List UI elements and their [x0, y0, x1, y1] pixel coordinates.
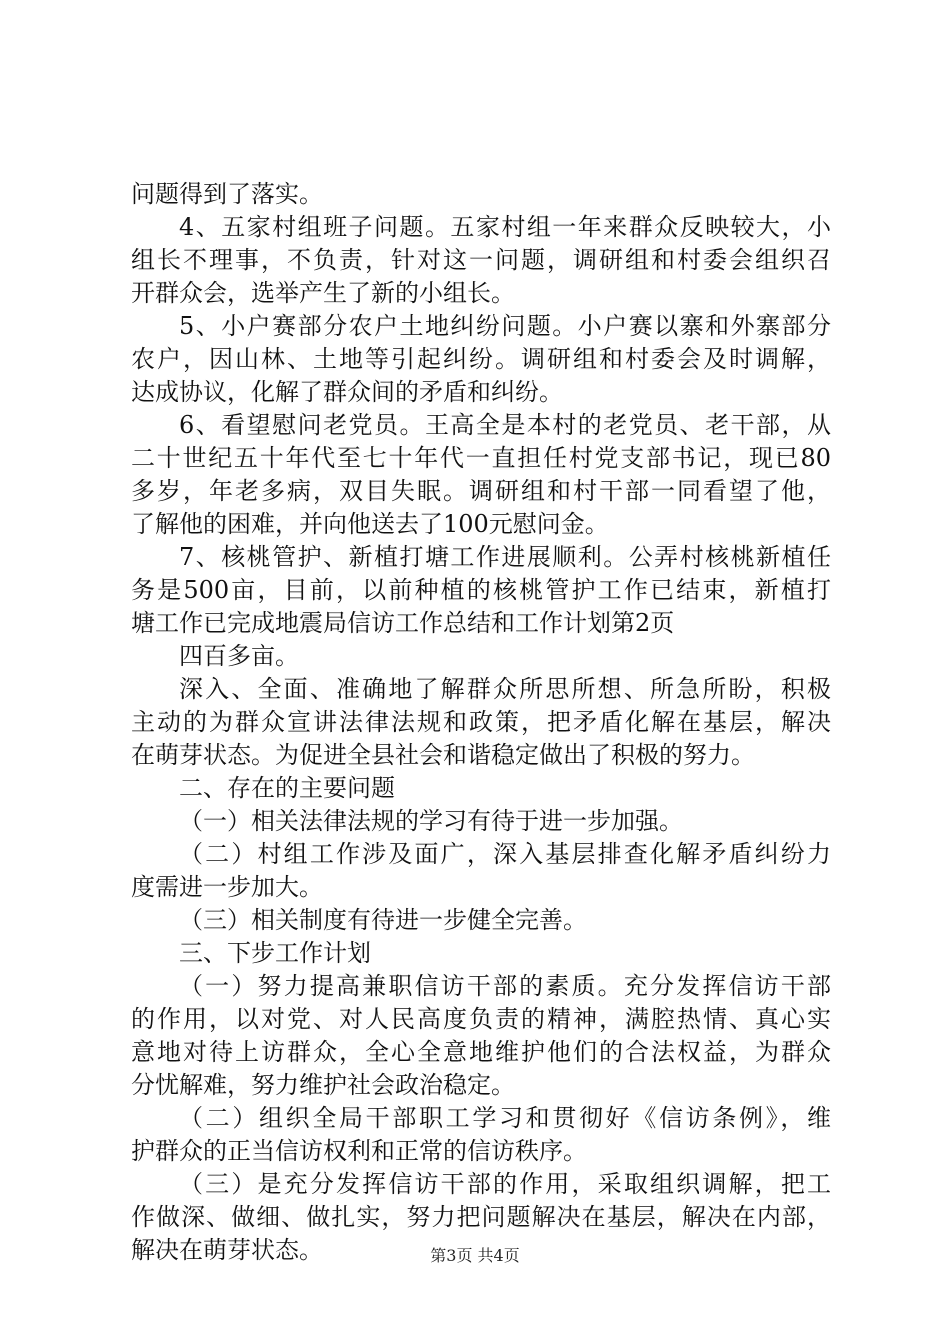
body-text-line: 问题得到了落实。	[131, 180, 323, 208]
body-text-line: （二）组织全局干部职工学习和贯彻好《信访条例》，维	[179, 1104, 831, 1132]
body-text-line: 7、核桃管护、新植打塘工作进展顺利。公弄村核桃新植任	[179, 543, 831, 571]
body-text-line: 分忧解难，努力维护社会政治稳定。	[131, 1071, 515, 1099]
body-text-line: 的作用，以对党、对人民高度负责的精神，满腔热情、真心实	[131, 1005, 831, 1033]
body-text-line: 6、看望慰问老党员。王高全是本村的老党员、老干部，从	[179, 411, 831, 439]
body-text-line: 三、下步工作计划	[179, 939, 371, 967]
body-text-line: 组长不理事，不负责，针对这一问题，调研组和村委会组织召	[131, 246, 831, 274]
body-text-line: 5、小户赛部分农户土地纠纷问题。小户赛以寨和外寨部分	[179, 312, 831, 340]
body-text-line: 意地对待上访群众，全心全意地维护他们的合法权益，为群众	[131, 1038, 831, 1066]
body-text-line: 开群众会，选举产生了新的小组长。	[131, 279, 515, 307]
body-text-line: （三）相关制度有待进一步健全完善。	[179, 906, 587, 934]
body-text-line: 解决在萌芽状态。	[131, 1236, 323, 1264]
body-text-line: 农户，因山林、土地等引起纠纷。调研组和村委会及时调解，	[131, 345, 831, 373]
body-text-line: 主动的为群众宣讲法律法规和政策，把矛盾化解在基层，解决	[131, 708, 831, 736]
body-text-line: 了解他的困难，并向他送去了100元慰问金。	[131, 510, 609, 538]
body-text-line: 度需进一步加大。	[131, 873, 323, 901]
body-text-line: （一）相关法律法规的学习有待于进一步加强。	[179, 807, 683, 835]
document-body	[131, 178, 831, 1267]
body-text-line: 护群众的正当信访权利和正常的信访秩序。	[131, 1137, 587, 1165]
body-text-line: 二十世纪五十年代至七十年代一直担任村党支部书记，现已80	[131, 444, 831, 472]
body-text-line: 达成协议，化解了群众间的矛盾和纠纷。	[131, 378, 563, 406]
body-text-line: 务是500亩，目前，以前种植的核桃管护工作已结束，新植打	[131, 576, 831, 604]
body-text-line: 二、存在的主要问题	[179, 774, 395, 802]
body-text-line: （二）村组工作涉及面广，深入基层排查化解矛盾纠纷力	[179, 840, 831, 868]
page-footer: 第3页 共4页	[430, 1246, 520, 1265]
body-text-line: （三）是充分发挥信访干部的作用，采取组织调解，把工	[179, 1170, 831, 1198]
body-text-line: 四百多亩。	[179, 642, 299, 670]
body-text-line: 多岁，年老多病，双目失眠。调研组和村干部一同看望了他，	[131, 477, 831, 505]
body-text-line: 塘工作已完成地震局信访工作总结和工作计划第2页	[131, 609, 675, 637]
body-text-line: 深入、全面、准确地了解群众所思所想、所急所盼，积极	[179, 675, 831, 703]
body-text-line: （一）努力提高兼职信访干部的素质。充分发挥信访干部	[179, 972, 831, 1000]
body-text-line: 在萌芽状态。为促进全县社会和谐稳定做出了积极的努力。	[131, 741, 755, 769]
body-text-line: 4、五家村组班子问题。五家村组一年来群众反映较大，小	[179, 213, 831, 241]
body-text-line: 作做深、做细、做扎实，努力把问题解决在基层，解决在内部，	[131, 1203, 831, 1231]
